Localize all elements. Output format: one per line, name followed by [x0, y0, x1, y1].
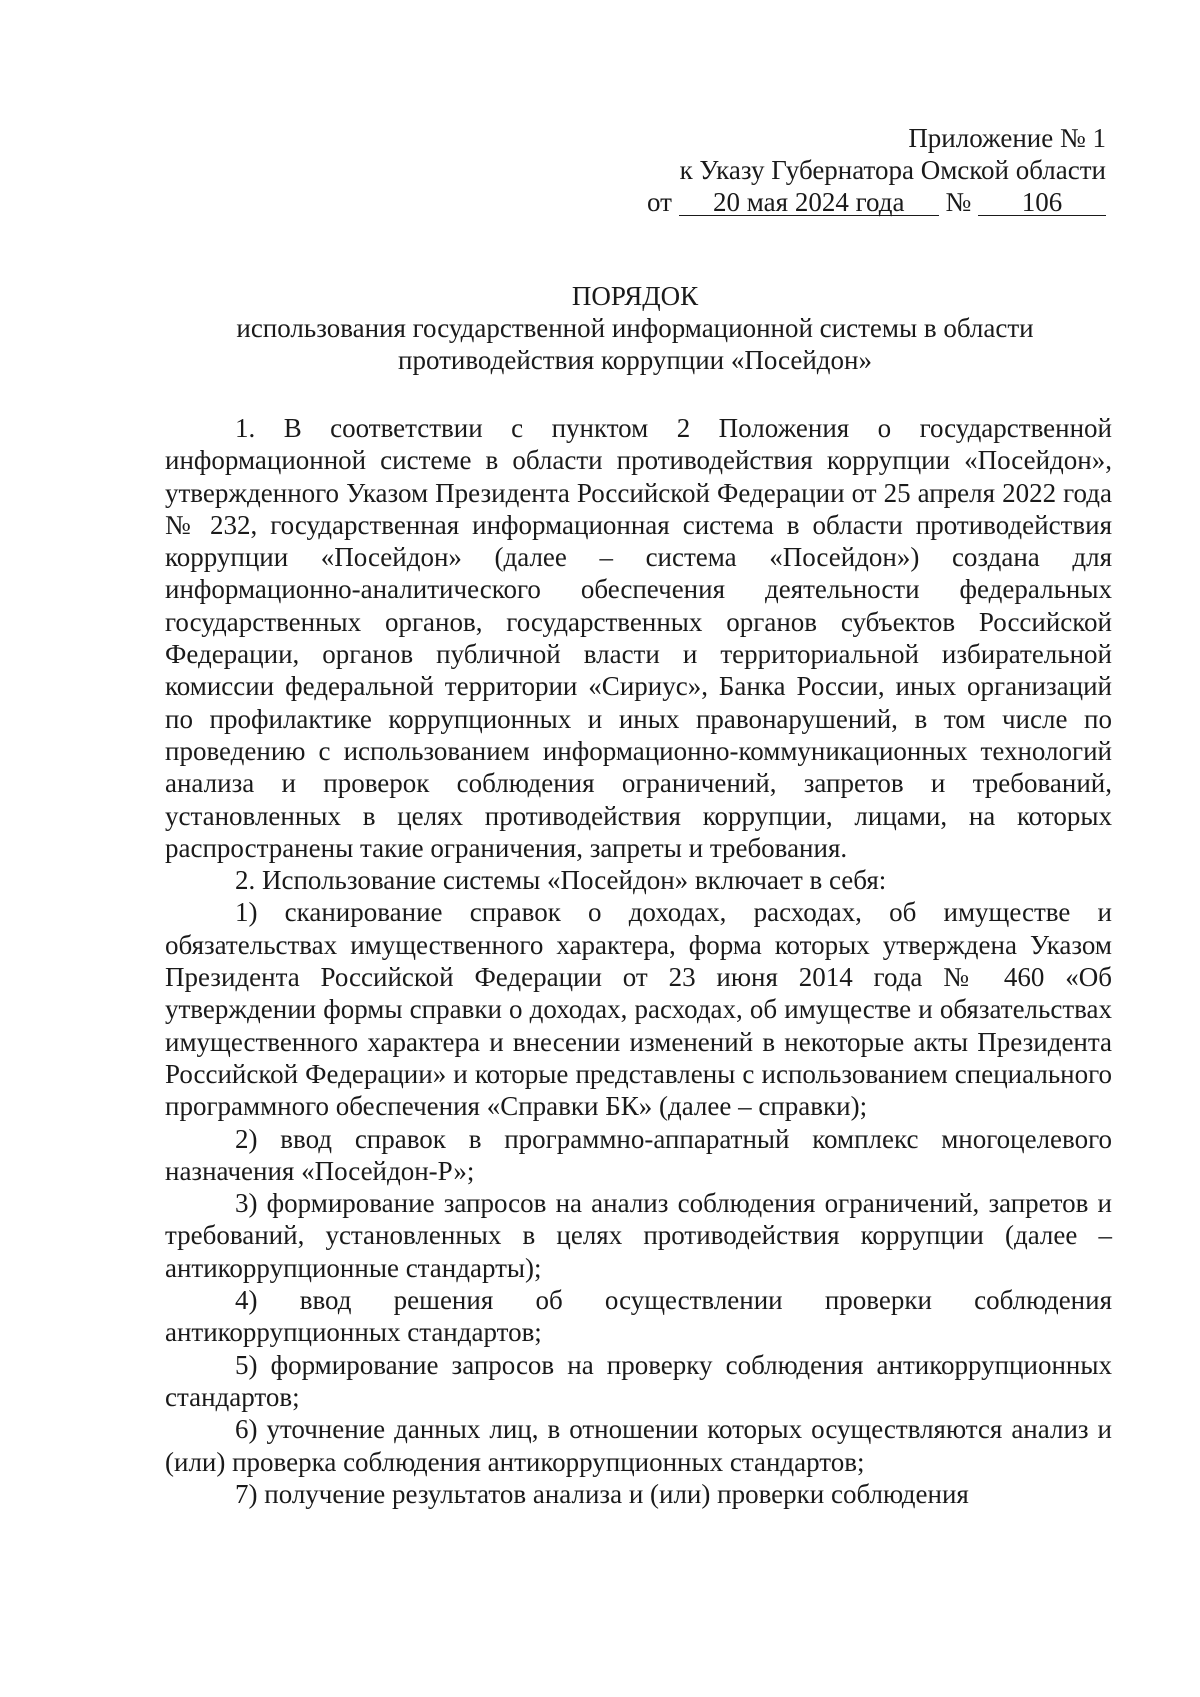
list-item-3: 3) формирование запросов на анализ соблюдения ограничений, запретов и требований, установленных в целях противодействия коррупции (далее – антикоррупционные стандарты);: [165, 1188, 1112, 1283]
decree-reference: к Указу Губернатора Омской области: [679, 155, 1106, 185]
decree-date-line: [647, 186, 1106, 218]
list-item-1: 1) сканирование справок о доходах, расходах, об имуществе и обязательствах имущественного характера, форма которых утверждена Указом Президента Российской Федерации от 23 июня 2014 года № 460 «Об утверждении формы справки о доходах, расходах, об имуществе и обязательствах имущественного характера и внесении изменений в некоторые акты Президента Российской Федерации» и которые представлены с использованием специального программного обеспечения «Справки БК» (далее – справки);: [165, 897, 1112, 1122]
appendix-number: Приложение № 1: [908, 123, 1106, 153]
title-line-2: противодействия коррупции «Посейдон»: [398, 345, 872, 375]
title-main: ПОРЯДОК: [571, 281, 699, 311]
list-item-7: 7) получение результатов анализа и (или) проверки соблюдения: [235, 1478, 969, 1509]
decree-date: 20 мая 2024 года: [679, 189, 939, 216]
document-title: [150, 280, 1120, 376]
title-line-1: использования государственной информационной системы в области: [236, 313, 1034, 343]
document-body: [165, 412, 1112, 1510]
from-prefix: от: [647, 187, 672, 217]
list-item-4: 4) ввод решения об осуществлении проверки соблюдения антикоррупционных стандартов;: [165, 1285, 1112, 1348]
paragraph-2: 2. Использование системы «Посейдон» включает в себя:: [235, 865, 887, 896]
list-item-2: 2) ввод справок в программно-аппаратный комплекс многоцелевого назначения «Посейдон-Р»;: [165, 1123, 1112, 1186]
list-item-6: 6) уточнение данных лиц, в отношении которых осуществляются анализ и (или) проверка соблюдения антикоррупционных стандартов;: [165, 1414, 1112, 1477]
decree-number: 106: [978, 189, 1106, 216]
appendix-header: [647, 122, 1106, 218]
list-item-5: 5) формирование запросов на проверку соблюдения антикоррупционных стандартов;: [165, 1349, 1112, 1412]
number-sign: №: [945, 187, 972, 217]
paragraph-1: 1. В соответствии с пунктом 2 Положения о государственной информационной системе в области противодействия коррупции «Посейдон», утвержденного Указом Президента Российской Федерации от 25 апреля 2022 года № 232, государственная информационная система в области противодействия коррупции «Посейдон» (далее – система «Посейдон») создана для информационно-аналитического обеспечения деятельности федеральных государственных органов, государственных органов субъектов Российской Федерации, органов публичной власти и территориальной избирательной комиссии федеральной территории «Сириус», Банка России, иных организаций по профилактике коррупционных и иных правонарушений, в том числе по проведению с использованием информационно-коммуникационных технологий анализа и проверок соблюдения ограничений, запретов и требований, установленных в целях противодействия коррупции, лицами, на которых распространены такие ограничения, запреты и требования.: [165, 413, 1112, 863]
